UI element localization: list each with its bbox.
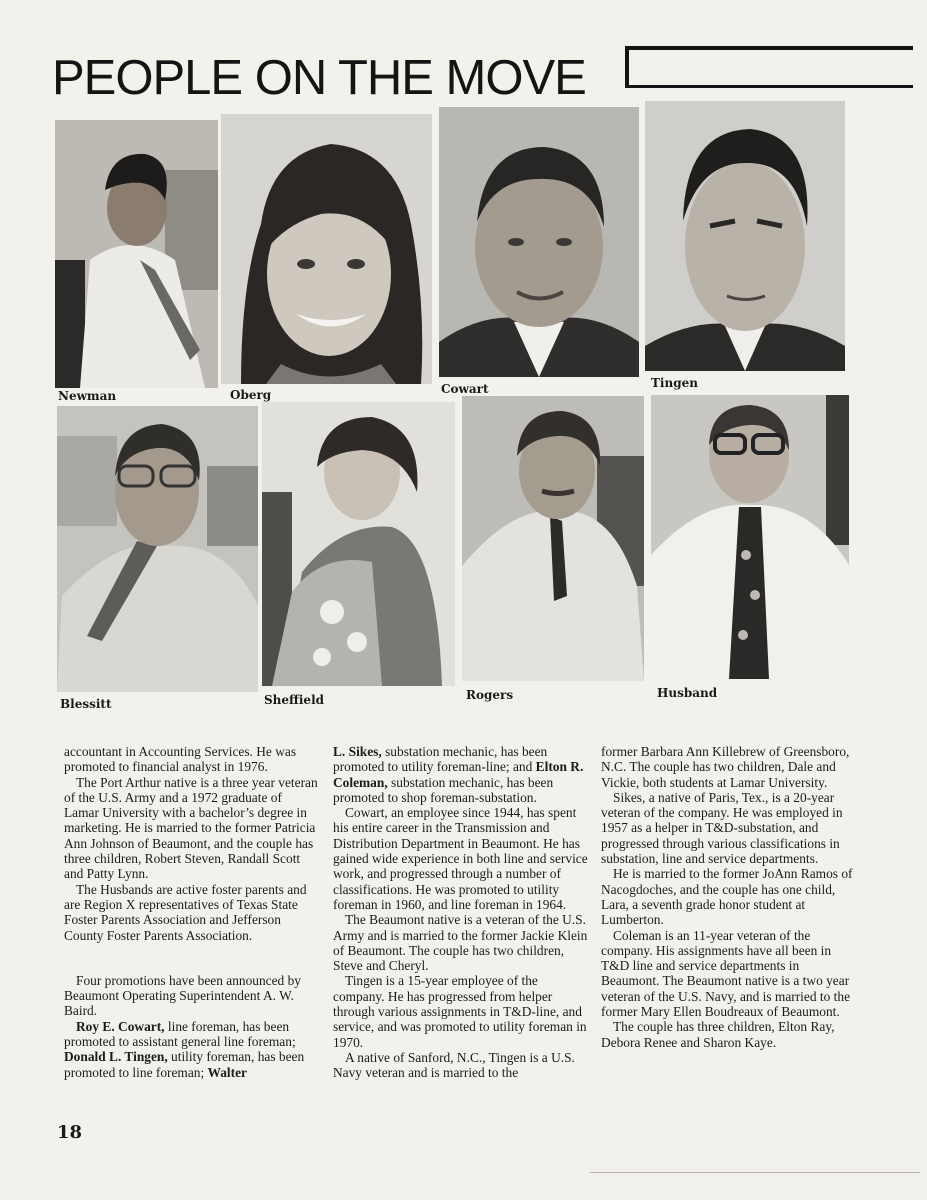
footer-rule [590, 1172, 920, 1173]
title-rule-box [625, 46, 913, 88]
paragraph: former Barbara Ann Killebrew of Greensboro, N.C. The couple has two children, Dale and Vickie, both students at Lamar University. [601, 744, 850, 790]
caption-husband: Husband [657, 686, 718, 700]
photo-newman [55, 120, 218, 388]
paragraph: The Husbands are active foster parents and are Region X representatives of Texas State Foster Parents Association and Jefferson County Foster Parents Association. [64, 881, 307, 943]
name-cowart: Roy E. Cowart, [76, 1018, 165, 1034]
paragraph: accountant in Accounting Services. He was promoted to financial analyst in 1976. [64, 744, 297, 775]
paragraph [64, 1019, 320, 1080]
text-segment: utility foreman, has been promoted to line foreman; [64, 1049, 305, 1080]
name-coleman: Elton R. Coleman, [333, 759, 584, 790]
photo-cowart [439, 107, 639, 377]
photo-rogers [462, 396, 644, 681]
name-tingen: Donald L. Tingen, [64, 1049, 168, 1065]
article-column-3 [601, 744, 859, 1050]
text-segment: substation mechanic, has been promoted to utility foreman-line; and [333, 744, 548, 775]
caption-newman: Newman [58, 389, 117, 403]
paragraph: A native of Sanford, N.C., Tingen is a U.S. Navy veteran and is married to the [333, 1049, 575, 1081]
caption-cowart: Cowart [441, 382, 489, 396]
photo-blessitt [57, 406, 258, 692]
paragraph: He is married to the former JoAnn Ramos of Nacogdoches, and the couple has one child, Lara, a seventh grade honor student at Lumberton. [601, 866, 853, 928]
photo-sheffield [262, 402, 455, 686]
paragraph: Sikes, a native of Paris, Tex., is a 20-year veteran of the company. He was employed in 1957 as a helper in T&D-substation, and progressed through various classifications in substation, line and service departments. [601, 789, 843, 867]
article-column-1 [64, 744, 320, 1080]
paragraph: The couple has three children, Elton Ray, Debora Renee and Sharon Kaye. [601, 1019, 835, 1050]
page-title: PEOPLE ON THE MOVE [52, 51, 586, 105]
paragraph: Cowart, an employee since 1944, has spent his entire career in the Transmission and Distribution Department in Beaumont. He has gained wide experience in both line and service work, and progressed through a number of classifications. He was promoted to utility foreman in 1960, and line foreman in 1964. [333, 805, 588, 912]
name-sikes-first: Walter [207, 1064, 247, 1080]
page-number: 18 [57, 1122, 83, 1143]
paragraph: The Port Arthur native is a three year veteran of the U.S. Army and a 1972 graduate of Lamar University with a bachelor’s degree in marketing. He is married to the former Patricia Ann Johnson of Beaumont, and the couple has three children, Robert Steven, Randall Scott and Patty Lynn. [64, 774, 318, 882]
caption-tingen: Tingen [651, 376, 698, 390]
text-segment: substation mechanic, has been promoted to shop foreman-substation. [333, 774, 554, 805]
article-column-2 [333, 744, 589, 1081]
caption-sheffield: Sheffield [264, 693, 325, 707]
photo-husband [651, 395, 849, 679]
photo-tingen [645, 101, 845, 371]
name-sikes-rest: L. Sikes, [333, 744, 382, 759]
caption-rogers: Rogers [466, 688, 514, 702]
paragraph: Tingen is a 15-year employee of the company. He has progressed from helper through various assignments in T&D-line, and service, and was promoted to utility foreman in 1970. [333, 973, 587, 1050]
paragraph: Coleman is an 11-year veteran of the company. His assignments have all been in T&D line and service departments in Beaumont. The Beaumont native is a two year veteran of the U.S. Navy, and is married to the former Mary Ellen Boudreaux of Beaumont. [601, 927, 851, 1020]
caption-oberg: Oberg [230, 388, 272, 402]
caption-blessitt: Blessitt [60, 697, 112, 711]
paragraph: Four promotions have been announced by Beaumont Operating Superintendent A. W. Baird. [64, 972, 301, 1019]
text-segment: line foreman, has been promoted to assistant general line foreman; [64, 1018, 296, 1050]
paragraph [333, 744, 589, 805]
paragraph: The Beaumont native is a veteran of the U.S. Army and is married to the former Jackie Klein of Beaumont. The couple has two children, Steve and Cheryl. [333, 912, 588, 974]
photo-oberg [221, 114, 432, 384]
